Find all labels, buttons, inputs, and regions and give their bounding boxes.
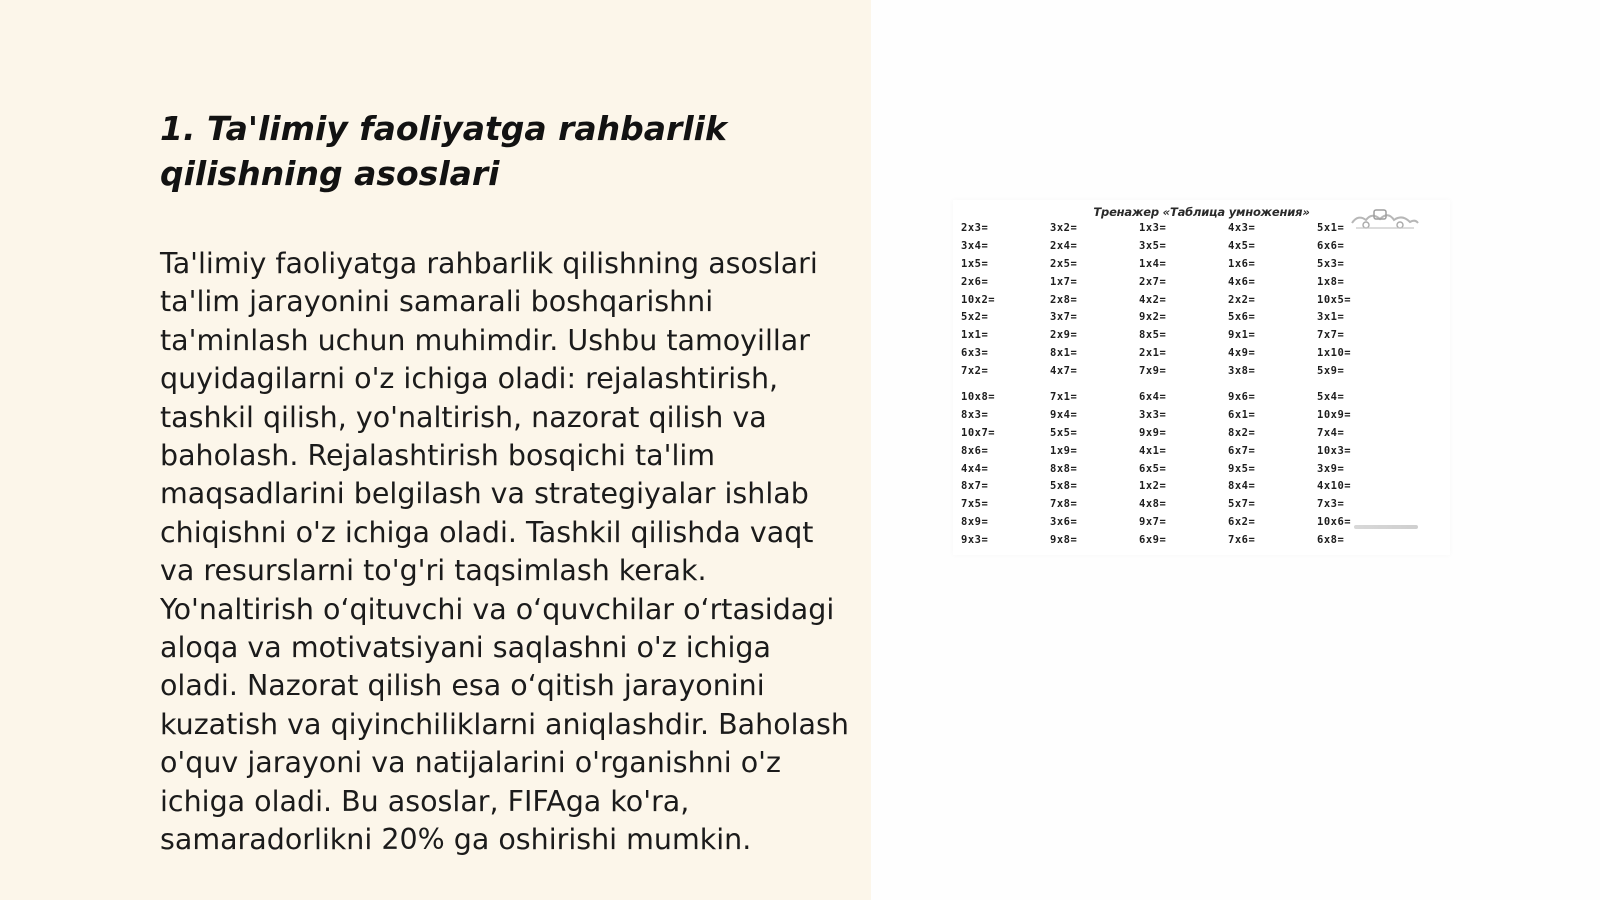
worksheet-problem: 8x4= xyxy=(1228,480,1256,493)
worksheet-problem: 8x8= xyxy=(1050,462,1078,475)
worksheet-problem: 5x2= xyxy=(961,311,989,324)
worksheet-problem: 9x1= xyxy=(1228,329,1256,342)
worksheet-problem: 7x1= xyxy=(1050,391,1078,404)
worksheet-problem: 9x9= xyxy=(1139,426,1167,439)
worksheet-problem: 4x7= xyxy=(1050,365,1078,378)
worksheet-problem: 2x4= xyxy=(1050,239,1078,252)
worksheet-problem: 2x7= xyxy=(1139,275,1167,288)
worksheet-problem: 3x6= xyxy=(1050,516,1078,529)
worksheet-problem: 8x7= xyxy=(961,480,989,493)
worksheet-problem: 8x9= xyxy=(961,516,989,529)
multiplication-grid xyxy=(961,220,1381,550)
worksheet-title: Тренажер «Таблица умножения» xyxy=(1093,205,1310,219)
worksheet-problem: 4x6= xyxy=(1228,275,1256,288)
worksheet-problem: 4x9= xyxy=(1228,347,1256,360)
worksheet-problem: 1x3= xyxy=(1139,222,1167,234)
worksheet-problem: 9x4= xyxy=(1050,408,1078,421)
worksheet-problem: 6x1= xyxy=(1228,408,1256,421)
worksheet-problem: 10x9= xyxy=(1317,408,1352,421)
worksheet-problem: 1x9= xyxy=(1050,444,1078,457)
worksheet-problem: 2x2= xyxy=(1228,293,1256,306)
worksheet-problem: 5x4= xyxy=(1317,391,1345,404)
worksheet-problem: 7x5= xyxy=(961,498,989,511)
worksheet-problem: 3x4= xyxy=(961,239,989,252)
worksheet-problem: 3x7= xyxy=(1050,311,1078,324)
worksheet-problem: 10x5= xyxy=(1317,293,1352,306)
worksheet-problem: 7x2= xyxy=(961,365,989,378)
worksheet-problem: 6x3= xyxy=(961,347,989,360)
worksheet-block-1 xyxy=(961,220,1381,381)
worksheet-problem: 4x3= xyxy=(1228,222,1256,234)
worksheet-problem: 4x2= xyxy=(1139,293,1167,306)
worksheet-problem: 7x7= xyxy=(1317,329,1345,342)
worksheet-problem: 10x7= xyxy=(961,426,996,439)
worksheet-problem: 2x9= xyxy=(1050,329,1078,342)
worksheet-problem: 8x3= xyxy=(961,408,989,421)
worksheet-problem: 5x3= xyxy=(1317,257,1345,270)
worksheet-problem: 6x5= xyxy=(1139,462,1167,475)
worksheet-problem: 3x5= xyxy=(1139,239,1167,252)
worksheet-problem: 3x1= xyxy=(1317,311,1345,324)
worksheet-problem: 9x2= xyxy=(1139,311,1167,324)
worksheet-problem: 9x7= xyxy=(1139,516,1167,529)
worksheet-problem: 2x3= xyxy=(961,222,989,234)
worksheet-problem: 3x8= xyxy=(1228,365,1256,378)
worksheet-block-2 xyxy=(961,389,1381,550)
worksheet-problem: 1x5= xyxy=(961,257,989,270)
worksheet-problem: 1x6= xyxy=(1228,257,1256,270)
worksheet-site-mark xyxy=(1354,525,1418,529)
worksheet-problem: 5x6= xyxy=(1228,311,1256,324)
worksheet-problem: 2x5= xyxy=(1050,257,1078,270)
worksheet-problem: 5x5= xyxy=(1050,426,1078,439)
worksheet-problem: 1x7= xyxy=(1050,275,1078,288)
worksheet-problem: 9x8= xyxy=(1050,534,1078,547)
worksheet-problem: 6x4= xyxy=(1139,391,1167,404)
slide-title: 1. Ta'limiy faoliyatga rahbarlik qilishning asoslari xyxy=(160,109,727,193)
worksheet-problem: 8x2= xyxy=(1228,426,1256,439)
worksheet-problem: 2x1= xyxy=(1139,347,1167,360)
worksheet-problem: 1x8= xyxy=(1317,275,1345,288)
worksheet-problem: 8x6= xyxy=(961,444,989,457)
worksheet-problem: 6x6= xyxy=(1317,239,1345,252)
worksheet-problem: 2x8= xyxy=(1050,293,1078,306)
worksheet-problem: 2x6= xyxy=(961,275,989,288)
worksheet-problem: 1x1= xyxy=(961,329,989,342)
worksheet-problem: 6x2= xyxy=(1228,516,1256,529)
worksheet-problem: 9x6= xyxy=(1228,391,1256,404)
worksheet-problem: 6x9= xyxy=(1139,534,1167,547)
worksheet-problem: 7x4= xyxy=(1317,426,1345,439)
worksheet-problem: 1x10= xyxy=(1317,347,1352,360)
worksheet-problem: 5x9= xyxy=(1317,365,1345,378)
worksheet-problem: 7x9= xyxy=(1139,365,1167,378)
worksheet-problem: 7x3= xyxy=(1317,498,1345,511)
worksheet-problem: 4x1= xyxy=(1139,444,1167,457)
worksheet-problem: 4x4= xyxy=(961,462,989,475)
worksheet-problem: 3x9= xyxy=(1317,462,1345,475)
worksheet-problem: 8x1= xyxy=(1050,347,1078,360)
worksheet-problem: 1x2= xyxy=(1139,480,1167,493)
worksheet-problem: 9x5= xyxy=(1228,462,1256,475)
worksheet-problem: 8x5= xyxy=(1139,329,1167,342)
worksheet-problem: 10x8= xyxy=(961,391,996,404)
worksheet-problem: 7x8= xyxy=(1050,498,1078,511)
worksheet-problem: 1x4= xyxy=(1139,257,1167,270)
worksheet-problem: 5x8= xyxy=(1050,480,1078,493)
worksheet-problem: 7x6= xyxy=(1228,534,1256,547)
multiplication-worksheet-image xyxy=(953,200,1450,555)
worksheet-problem: 10x6= xyxy=(1317,516,1352,529)
slide-body-text: Ta'limiy faoliyatga rahbarlik qilishning asoslari ta'lim jarayonini samarali boshqarishni ta'minlash uchun muhimdir. Ushbu tamoyillar quyidagilarni o'z ichiga oladi: rejalashtirish, tashkil qilish, yo'naltirish, nazorat qilish va baholash. Rejalashtirish bosqichi ta'lim maqsadlarini belgilash va strategiyalar ishlab chiqishni o'z ichiga oladi. Tashkil qilishda vaqt va resurslarni to'g'ri taqsimlash kerak. Yo'naltirish o‘qituvchi va o‘quvchilar o‘rtasidagi aloqa va motivatsiyani saqlashni o'z ichiga oladi. Nazorat qilish esa o‘qitish jarayonini kuzatish va qiyinchiliklarni aniqlashdir. Baholash o'quv jarayoni va natijalarini o'rganishni o'z ichiga oladi. Bu asoslar, FIFAga ko'ra, samaradorlikni 20% ga oshirishi mumkin. xyxy=(160,247,849,857)
worksheet-problem: 4x8= xyxy=(1139,498,1167,511)
worksheet-problem: 6x7= xyxy=(1228,444,1256,457)
worksheet-problem: 9x3= xyxy=(961,534,989,547)
worksheet-problem: 3x2= xyxy=(1050,222,1078,234)
worksheet-problem: 5x1= xyxy=(1317,222,1345,234)
worksheet-problem: 4x5= xyxy=(1228,239,1256,252)
worksheet-problem: 10x2= xyxy=(961,293,996,306)
worksheet-problem: 6x8= xyxy=(1317,534,1345,547)
worksheet-problem: 4x10= xyxy=(1317,480,1352,493)
worksheet-problem: 5x7= xyxy=(1228,498,1256,511)
worksheet-problem: 10x3= xyxy=(1317,444,1352,457)
worksheet-problem: 3x3= xyxy=(1139,408,1167,421)
